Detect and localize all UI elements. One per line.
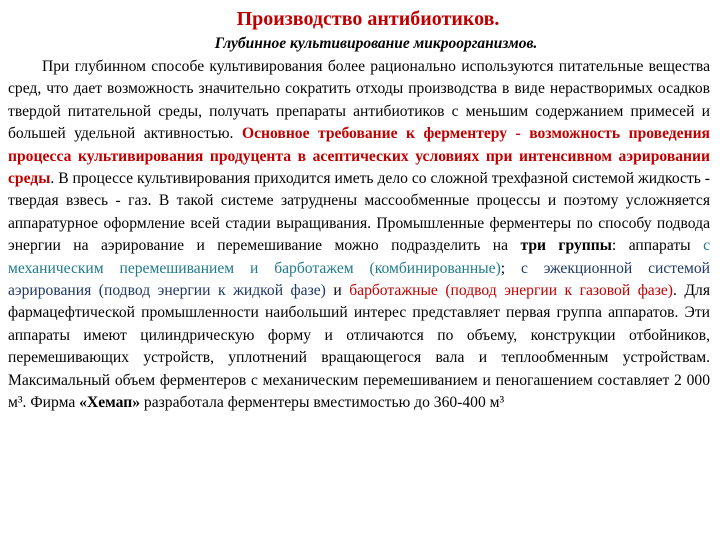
body-paragraph [8, 56, 710, 415]
separator-2: и [325, 282, 350, 300]
three-groups-label: три группы [520, 237, 612, 255]
pharma-text: . Для фармацефтической промышленности наибольший интерес представляет первая группа аппаратов. Эти аппараты имеют цилиндрическую форму и отличаются по объему, конструкции отбойников, перемешивающих устройств, уплотнений вращающегося вала и теплообменным устройствам. Максимальный объем ферментеров с механическим перемешиванием и пеногашением составляет 2 000 м³. Фирма [8, 282, 710, 412]
slide-subtitle: Глубинное культивирование микроорганизмов. [214, 35, 538, 52]
closing-text: разработала ферментеры вместимостью до 360-400 м³ [140, 394, 505, 412]
group-bubbling: барботажные (подвод энергии к газовой фазе) [349, 282, 673, 300]
group-ejection: с эжекционной системой аэрирования (подвод энергии к жидкой фазе) [8, 259, 711, 300]
three-phase-text: . В процессе культивирования приходится иметь дело со сложной трехфазной системой жидкость - твердая взвесь - газ. В такой системе затруднены массообменные процессы и поэтому усложняется аппаратурное оформление всей стадии выращивания. Промышленные ферментеры по способу подвода энергии на аэрирование и перемешивание можно подразделить на [8, 170, 710, 255]
fermenter-requirement: Основное требование к ферментеру - возможность проведения процесса культивирования продуцента в асептических условиях при интенсивном аэрировании среды [8, 125, 710, 188]
separator-1: ; [500, 259, 521, 277]
intro-text: При глубинном способе культивирования более рационально используются питательные вещества сред, что дает возможность значительно сократить отходы производства в виде нерастворимых осадков твердой питательной среды, получать препараты антибиотиков с меньшим содержанием примесей и большей удельной активностью. [8, 58, 710, 143]
company-name: «Хемап» [79, 394, 141, 412]
slide-title: Производство антибиотиков. [236, 8, 500, 30]
apparatus-text: : аппараты [611, 237, 704, 255]
group-mechanical: с механическим перемешиванием и барботажем (комбинированные) [8, 237, 710, 277]
